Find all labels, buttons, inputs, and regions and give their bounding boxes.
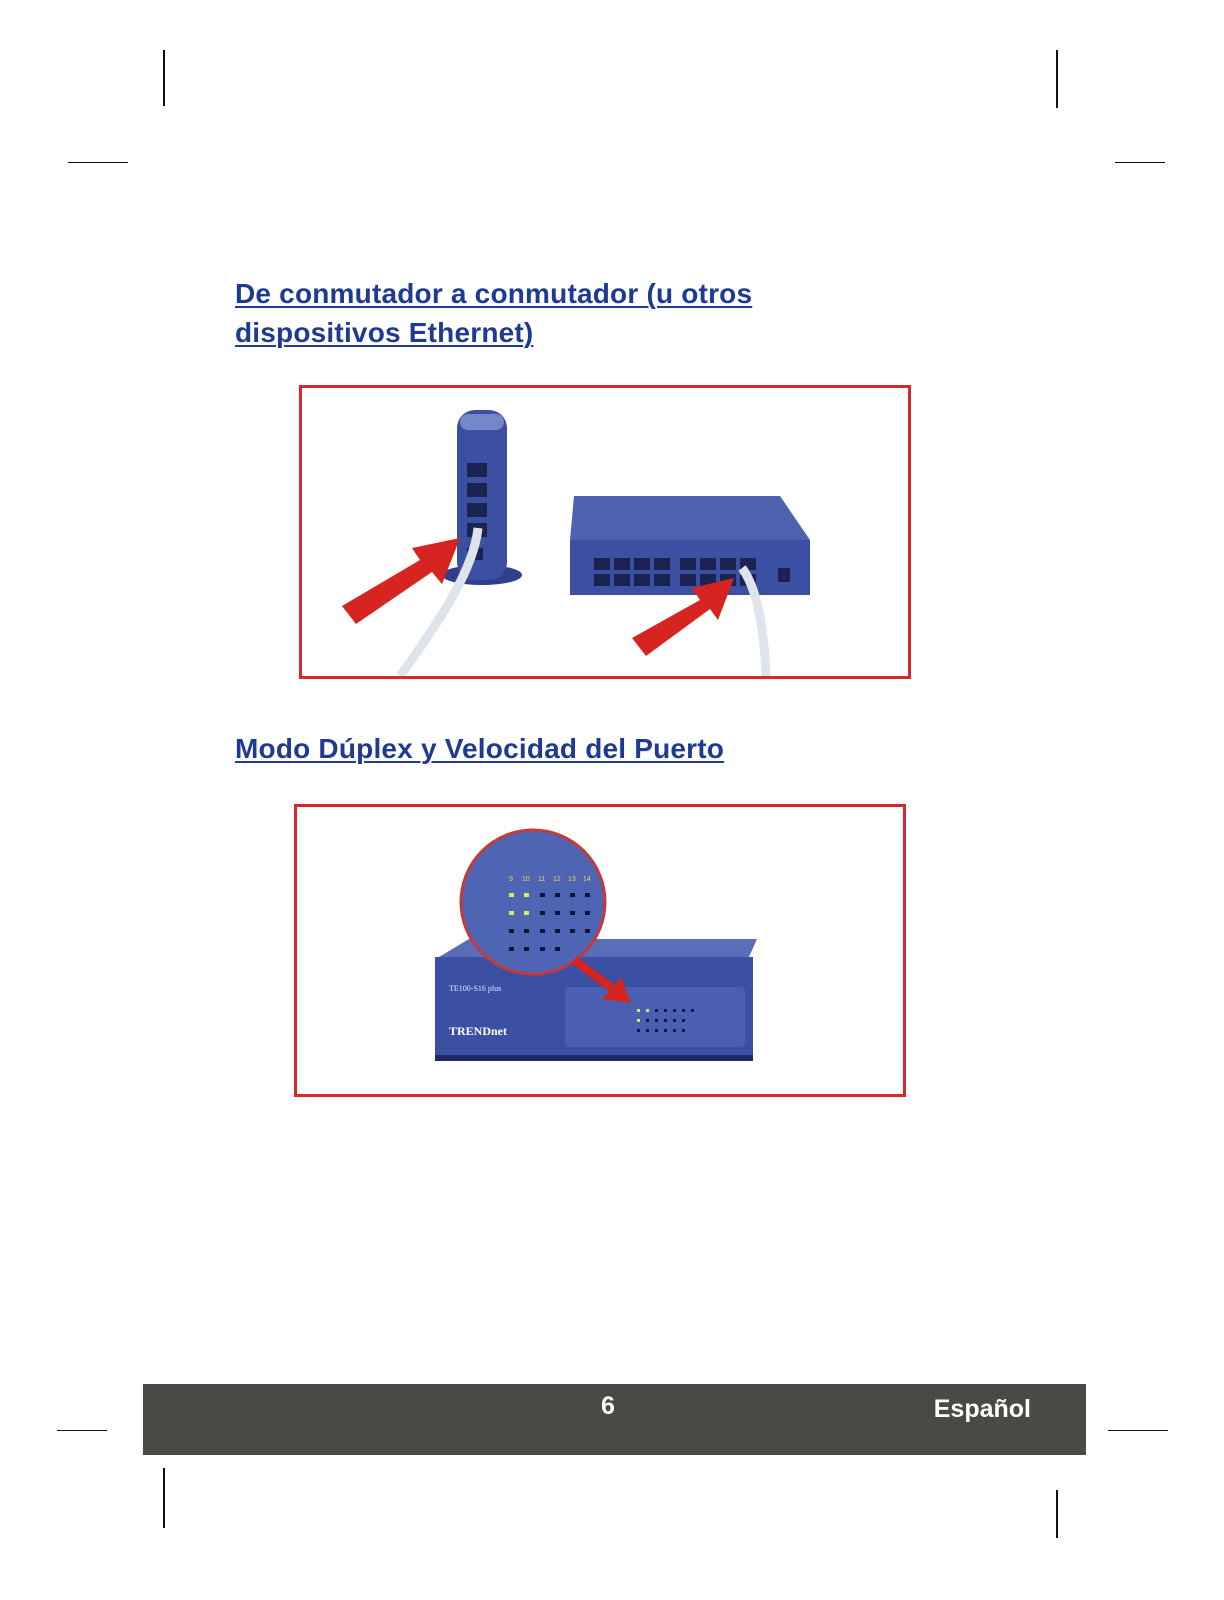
- desktop-switch-top: [570, 496, 810, 540]
- crop-mark-bottom-right-horizontal: [1108, 1430, 1168, 1431]
- svg-text:11: 11: [538, 876, 546, 883]
- tower-port: [467, 503, 487, 517]
- crop-mark-top-left-horizontal: [68, 162, 128, 163]
- svg-text:13: 13: [568, 876, 576, 883]
- crop-mark-top-right-vertical: [1056, 50, 1058, 108]
- switch-to-switch-illustration: [302, 388, 908, 676]
- tower-port: [467, 483, 487, 497]
- section-heading-duplex-speed: Modo Dúplex y Velocidad del Puerto: [235, 733, 725, 764]
- language-label: Español: [933, 1395, 1031, 1423]
- tower-port: [467, 463, 487, 477]
- footer-bar: [143, 1384, 1086, 1455]
- zoom-magnifier: [461, 830, 605, 974]
- trendnet-logo: TRENDnet: [449, 1024, 508, 1038]
- page-number: 6: [601, 1392, 615, 1420]
- svg-text:10: 10: [522, 876, 530, 883]
- figure-led-panel: [294, 804, 906, 1097]
- svg-text:12: 12: [553, 876, 561, 883]
- crop-mark-top-left-vertical: [163, 50, 165, 106]
- figure-switch-to-switch: [299, 385, 911, 679]
- crop-mark-bottom-left-vertical: [163, 1468, 165, 1528]
- crop-mark-bottom-right-vertical: [1056, 1490, 1058, 1538]
- led-panel: [565, 987, 745, 1047]
- crop-mark-bottom-left-horizontal: [57, 1430, 107, 1431]
- svg-text:14: 14: [583, 876, 591, 883]
- power-jack: [778, 568, 790, 582]
- crop-mark-top-right-horizontal: [1115, 162, 1165, 163]
- led-panel-illustration: [297, 807, 903, 1094]
- section-heading-switch-to-switch: De conmutador a conmutador (u otros dispositivos Ethernet): [235, 278, 753, 348]
- model-label: TE100-S16 plus: [449, 984, 502, 993]
- svg-text:9: 9: [509, 876, 513, 883]
